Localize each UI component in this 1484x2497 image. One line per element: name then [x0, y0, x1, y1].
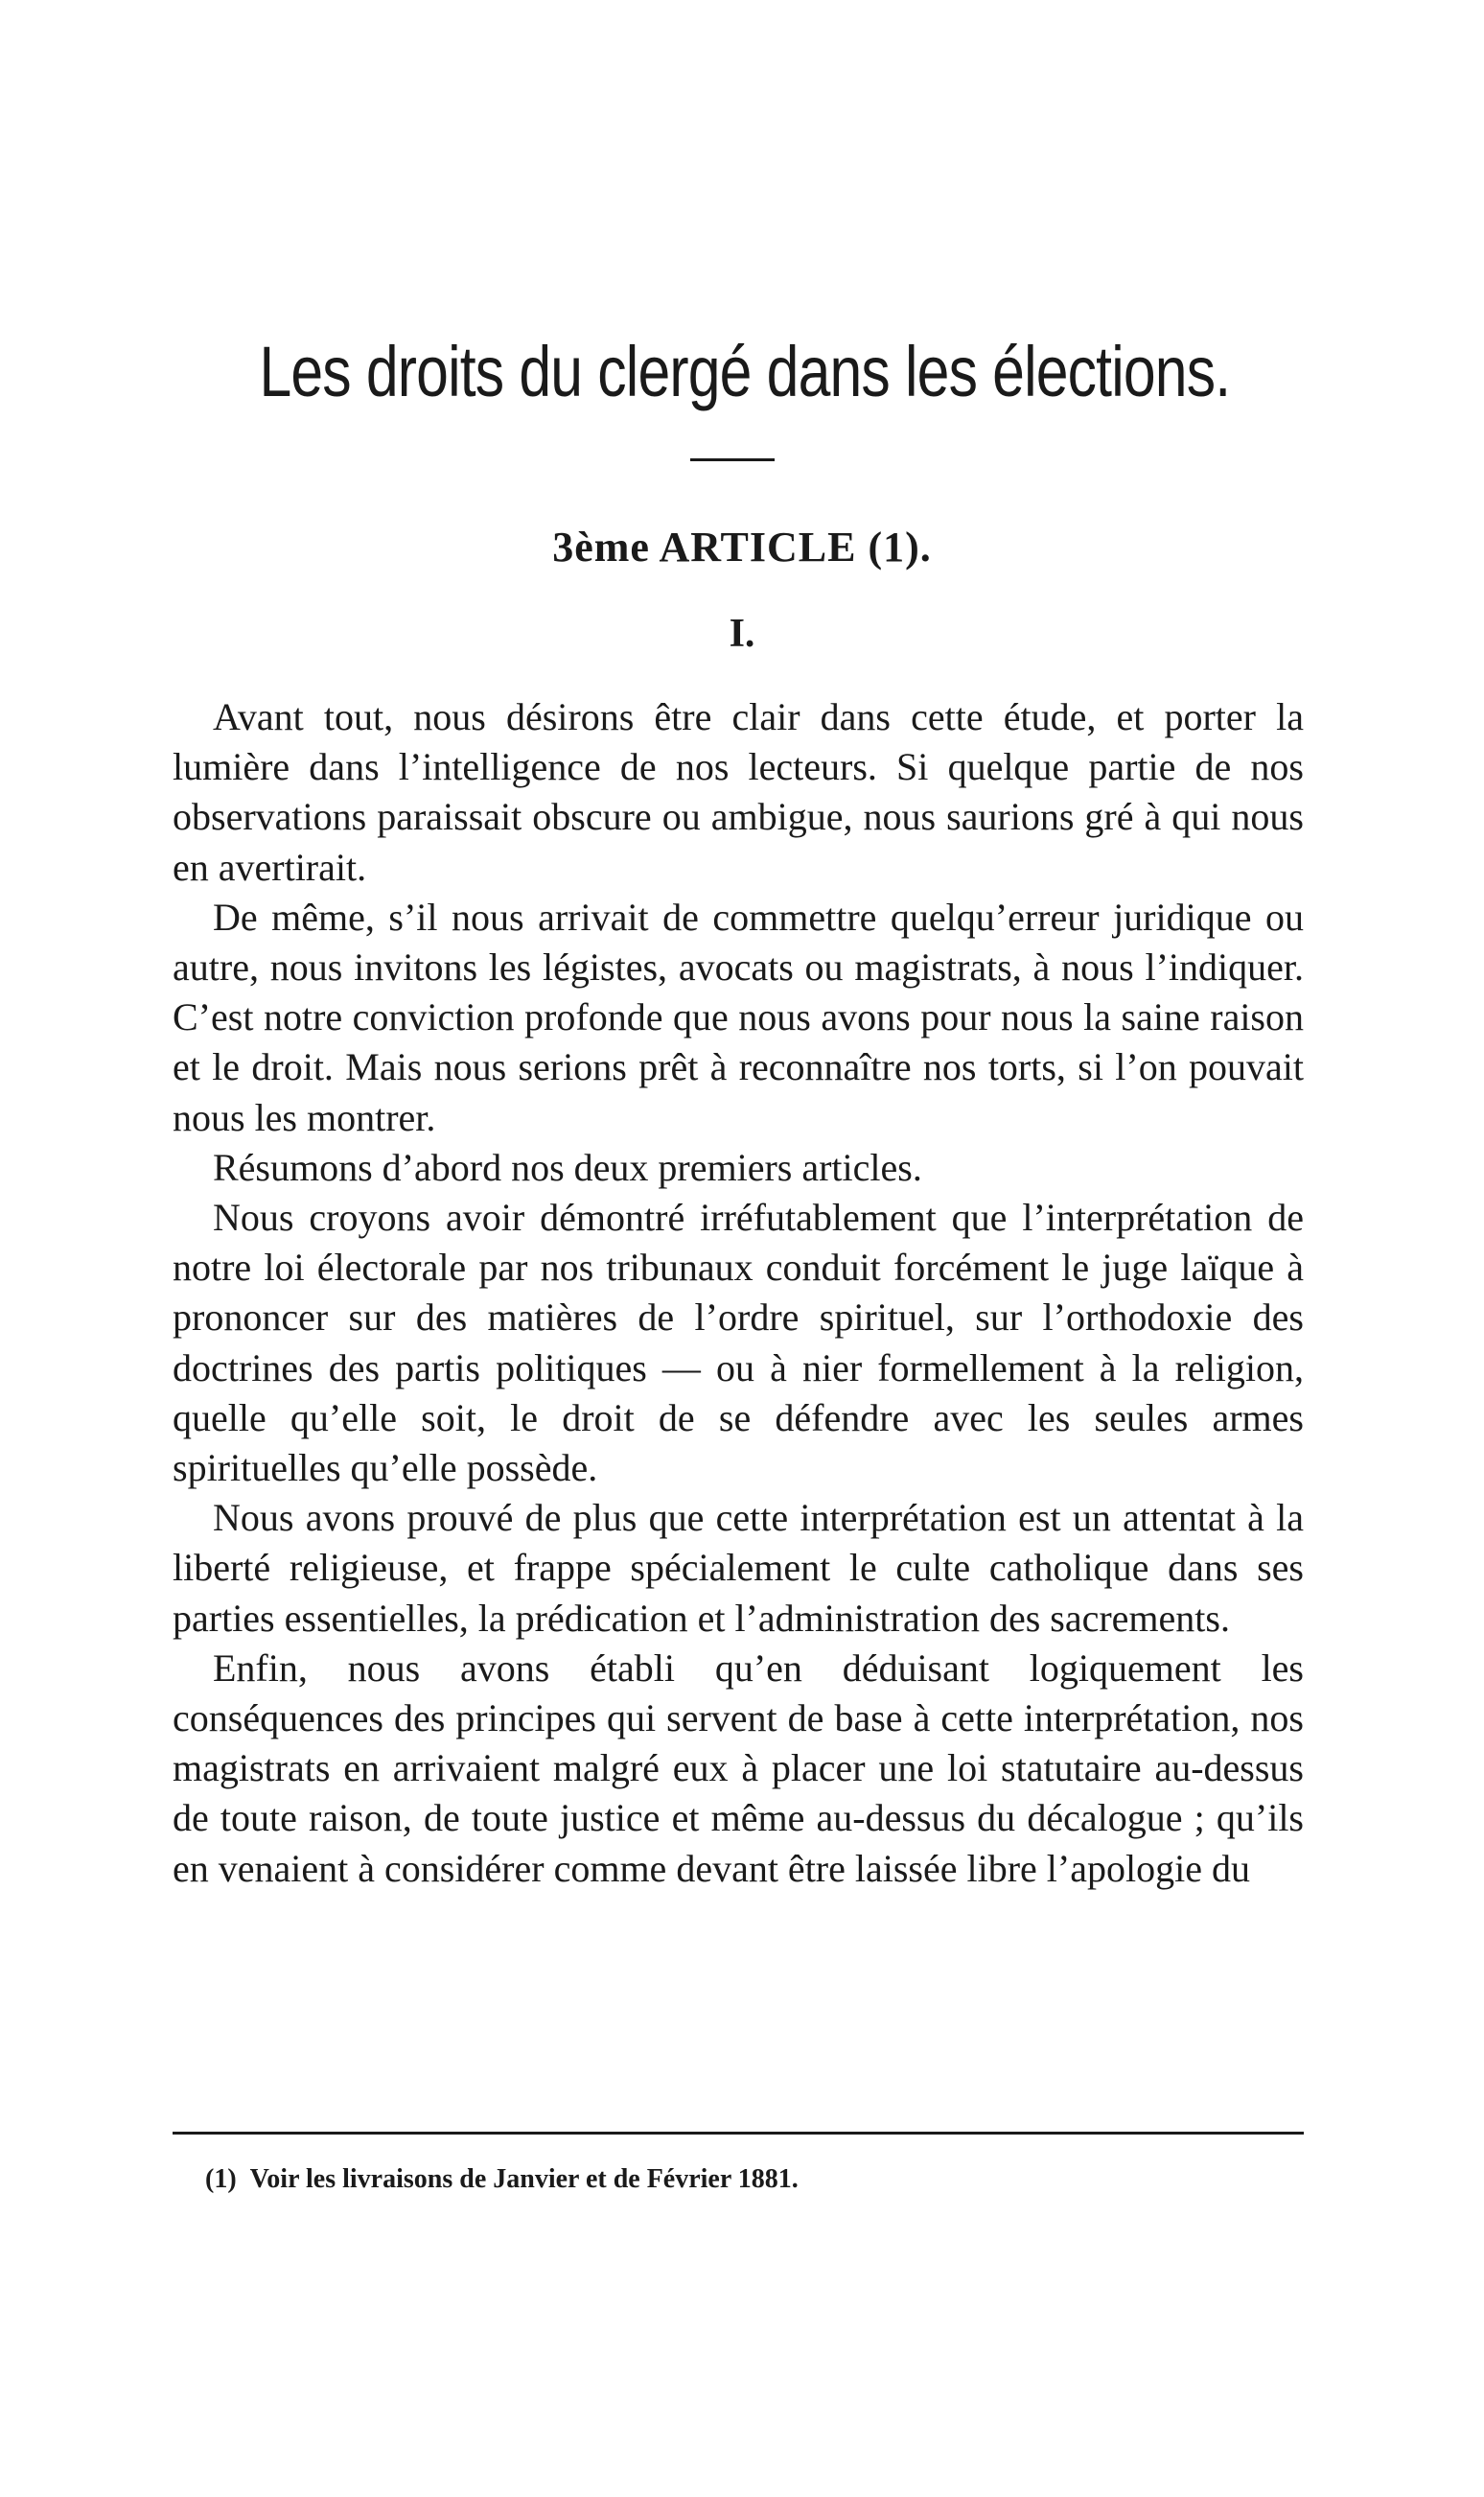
paragraph: Avant tout, nous désirons être clair dans cette étude, et porter la lumière dans l’intelligence de nos lecteurs. Si quelque partie de nos observations paraissait obscure ou ambigue, nous saurions gré à qui nous en avertirait.: [173, 695, 1304, 889]
page-title: Les droits du clergé dans les élections.: [259, 332, 1231, 411]
article-heading: 3ème ARTICLE (1).: [552, 524, 932, 571]
paragraph: Enfin, nous avons établi qu’en déduisant logiquement les conséquences des principes qui servent de base à cette interprétation, nos magistrats en arrivaient malgré eux à placer une loi statutaire au-dessus de toute raison, de toute justice et même au-dessus du décalogue ; qu’ils en venaient à considérer comme devant être laissée libre l’apologie du: [173, 1645, 1304, 1890]
paragraph: Nous croyons avoir démontré irréfutablement que l’interprétation de notre loi électorale par nos tribunaux conduit forcément le juge laïque à prononcer sur des matières de l’ordre spirituel, sur l’orthodoxie des doctrines des partis politiques — ou à nier formellement à la religion, quelle qu’elle soit, le droit de se défendre avec les seules armes spirituelles qu’elle possède.: [173, 1196, 1304, 1490]
footnote-marker: (1): [205, 2164, 237, 2194]
footnote-divider: [173, 2132, 1304, 2135]
footnote: [205, 2164, 799, 2195]
paragraph: Nous avons prouvé de plus que cette interprétation est un attentat à la liberté religieuse, et frappe spécialement le culte catholique dans ses parties essentielles, la prédication et l’administration des sacrements.: [173, 1496, 1304, 1640]
section-numeral: I.: [729, 612, 755, 656]
footnote-text: Voir les livraisons de Janvier et de Février 1881.: [249, 2164, 799, 2194]
paragraph: De même, s’il nous arrivait de commettre quelqu’erreur juridique ou autre, nous invitons les légistes, avocats ou magistrats, à nous l’indiquer. C’est notre conviction profonde que nous avons pour nous la saine raison et le droit. Mais nous serions prêt à reconnaître nos torts, si l’on pouvait nous les montrer.: [173, 895, 1304, 1139]
title-divider: [690, 458, 775, 461]
article-body: [173, 692, 1304, 1894]
paragraph: Résumons d’abord nos deux premiers articles.: [213, 1145, 922, 1189]
